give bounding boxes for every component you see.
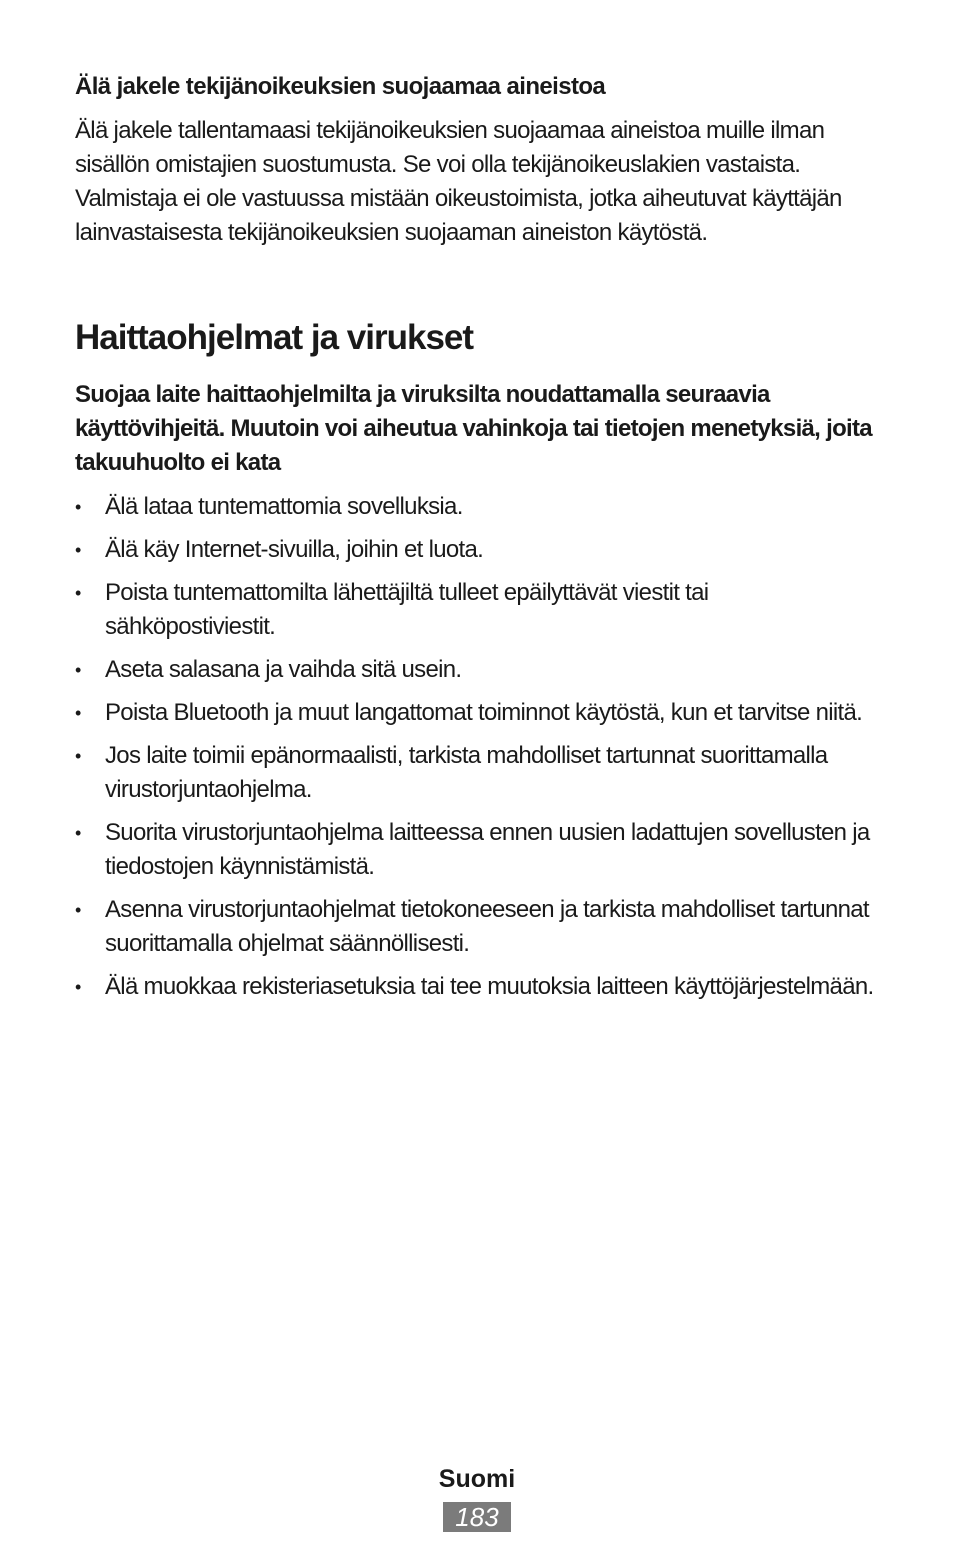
page-number-badge: 183: [443, 1502, 511, 1532]
bullet-icon: •: [75, 660, 81, 680]
bullet-icon: •: [75, 823, 81, 843]
tips-list: [75, 490, 875, 1004]
list-item: [75, 576, 875, 644]
copyright-heading: Älä jakele tekijänoikeuksien suojaamaa aineistoa: [75, 73, 606, 100]
list-item: [75, 970, 875, 1004]
list-item-text: Älä muokkaa rekisteriasetuksia tai tee muutoksia laitteen käyttöjärjestelmään.: [105, 973, 874, 1000]
list-item: [75, 653, 875, 687]
bullet-icon: •: [75, 540, 81, 560]
copyright-paragraph: Älä jakele tallentamaasi tekijänoikeuksien suojaamaa aineistoa muille ilman sisällön omistajien suostumusta. Se voi olla tekijänoikeuslakien vastaista. Valmistaja ei ole vastuussa mistään oikeustoimista, jotka aiheutuvat käyttäjän lainvastaisesta tekijänoikeuksien suojaaman aineiston käytöstä.: [75, 117, 842, 246]
list-item-text: Aseta salasana ja vaihda sitä usein.: [105, 656, 462, 683]
list-item: [75, 893, 875, 961]
list-item-text: Poista tuntemattomilta lähettäjiltä tulleet epäilyttävät viestit tai sähköpostiviestit.: [105, 579, 709, 640]
bullet-icon: •: [75, 583, 81, 603]
list-item-text: Jos laite toimii epänormaalisti, tarkista mahdolliset tartunnat suorittamalla virustorjuntaohjelma.: [105, 742, 828, 803]
bullet-icon: •: [75, 977, 81, 997]
list-item: [75, 696, 875, 730]
list-item-text: Asenna virustorjuntaohjelmat tietokoneeseen ja tarkista mahdolliset tartunnat suorittamalla ohjelmat säännöllisesti.: [105, 896, 869, 957]
list-item: [75, 739, 875, 807]
section-intro: Suojaa laite haittaohjelmilta ja viruksilta noudattamalla seuraavia käyttövihjeitä. Muutoin voi aiheutua vahinkoja tai tietojen menetyksiä, joita takuuhuolto ei kata: [75, 381, 872, 476]
footer-language: Suomi: [438, 1465, 516, 1493]
list-item: [75, 816, 875, 884]
list-item-text: Älä käy Internet-sivuilla, joihin et luota.: [105, 536, 484, 563]
list-item: [75, 490, 875, 524]
bullet-icon: •: [75, 703, 81, 723]
bullet-icon: •: [75, 900, 81, 920]
bullet-icon: •: [75, 746, 81, 766]
list-item: [75, 533, 875, 567]
list-item-text: Suorita virustorjuntaohjelma laitteessa ennen uusien ladattujen sovellusten ja tiedostojen käynnistämistä.: [105, 819, 870, 880]
page-footer: [0, 1462, 954, 1532]
list-item-text: Poista Bluetooth ja muut langattomat toiminnot käytöstä, kun et tarvitse niitä.: [105, 699, 863, 726]
bullet-icon: •: [75, 497, 81, 517]
section-title: Haittaohjelmat ja virukset: [75, 318, 474, 357]
list-item-text: Älä lataa tuntemattomia sovelluksia.: [105, 493, 463, 520]
page-content: [75, 70, 875, 1013]
